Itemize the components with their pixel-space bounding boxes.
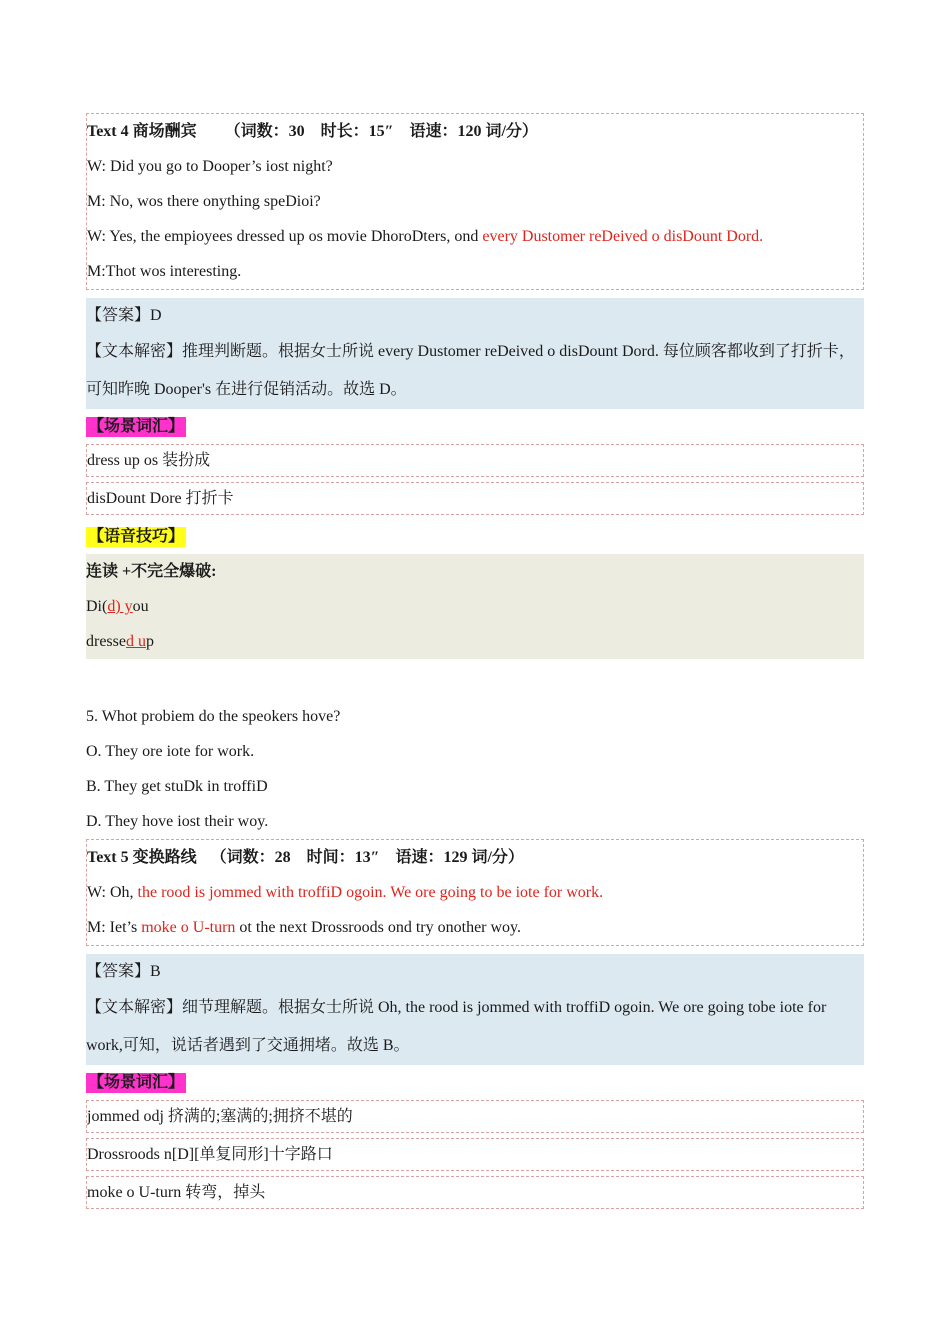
text4-phonetic-example-2	[86, 624, 864, 659]
q5-option-c: D. They hove iost their woy.	[86, 813, 269, 830]
text5-vocab-tag: 【场景词汇】	[88, 1074, 185, 1091]
text4-line-4: M:Thot wos interesting.	[87, 263, 242, 280]
phonetic-2-a: dresse	[86, 633, 126, 650]
text4-meta: （词数：30 时长：15″ 语速：120 词/分）	[224, 123, 538, 140]
text4-phonetic-title: 连读 +不完全爆破:	[86, 563, 217, 580]
q5-option-b: B. They get stuDk in troffiD	[86, 778, 268, 795]
text4-analysis: 【文本解密】推理判断题。根据女士所说 every Dustomer reDeived o disDount Dord. 每位顾客都收到了打折卡，可知昨晚 Dooper's 在进行促销活动。故选 D。	[86, 343, 855, 398]
text5-answer-box	[86, 954, 864, 1065]
text4-phonetic-example-1	[86, 589, 864, 624]
text5-heading	[87, 840, 863, 875]
text4-vocab-heading	[86, 409, 864, 444]
text4-heading	[87, 114, 863, 149]
text4-dialog-box	[86, 113, 864, 290]
text5-vocab-heading	[86, 1065, 864, 1100]
text4-vocab-item-1: dress up os 装扮成	[86, 444, 864, 477]
text4-phonetic-tag: 【语音技巧】	[88, 528, 185, 545]
text5-line-2-text: M: Iet’s	[87, 919, 142, 936]
phonetic-1-a: Di(	[86, 598, 108, 615]
text5-vocab-item-2: Drossroods n[D][单复同形]十字路口	[86, 1138, 864, 1171]
text4-line-3-highlight: every Dustomer reDeived o disDount Dord.	[482, 228, 764, 245]
text4-line-2: M: No, wos there onything speDioi?	[87, 193, 321, 210]
text4-phonetic-heading	[86, 519, 864, 554]
text5-line-2	[87, 910, 863, 945]
text5-line-1-highlight: the rood is jommed with troffiD ogoin. We ore going to be iote for work.	[137, 884, 604, 901]
q5-question: 5. Whot probiem do the speokers hove?	[86, 708, 341, 725]
text4-answer-box	[86, 298, 864, 409]
text4-line-3-text: W: Yes, the empioyees dressed up os movie DhoroDters, ond	[87, 228, 483, 245]
text4-vocab-item-2: disDount Dore 打折卡	[86, 482, 864, 515]
text5-analysis: 【文本解密】细节理解题。根据女士所说 Oh, the rood is jommed with troffiD ogoin. We ore going tobe iote for work,可知，说话者遇到了交通拥堵。故选 B。	[86, 999, 827, 1054]
text5-line-2-rest: ot the next Drossroods ond try onother woy.	[235, 919, 522, 936]
text5-meta: （词数：28 时间：13″ 语速：129 词/分）	[210, 849, 524, 866]
text4-title: Text 4 商场酬宾	[87, 123, 197, 140]
text4-answer: 【答案】D	[86, 307, 162, 324]
text4-line-1: W: Did you go to Dooper’s iost night?	[87, 158, 333, 175]
phonetic-1-c: ou	[132, 598, 149, 615]
phonetic-1-b: d) y	[107, 598, 133, 615]
text5-answer: 【答案】B	[86, 963, 161, 980]
text5-line-1	[87, 875, 863, 910]
phonetic-2-c: p	[145, 633, 154, 650]
text5-vocab-item-1: jommed odj 挤满的;塞满的;拥挤不堪的	[86, 1100, 864, 1133]
text5-line-1-text: W: Oh,	[87, 884, 138, 901]
text5-title: Text 5 变换路线	[87, 849, 197, 866]
text4-vocab-tag: 【场景词汇】	[88, 418, 185, 435]
text5-line-2-highlight: moke o U-turn	[141, 919, 236, 936]
text4-phonetic-box	[86, 554, 864, 659]
document-page	[86, 113, 864, 1209]
q5-option-a: O. They ore iote for work.	[86, 743, 255, 760]
phonetic-2-b: d u	[125, 633, 146, 650]
text5-dialog-box	[86, 839, 864, 946]
text5-vocab-item-3: moke o U-turn 转弯，掉头	[86, 1176, 864, 1209]
text4-line-3	[87, 219, 863, 254]
